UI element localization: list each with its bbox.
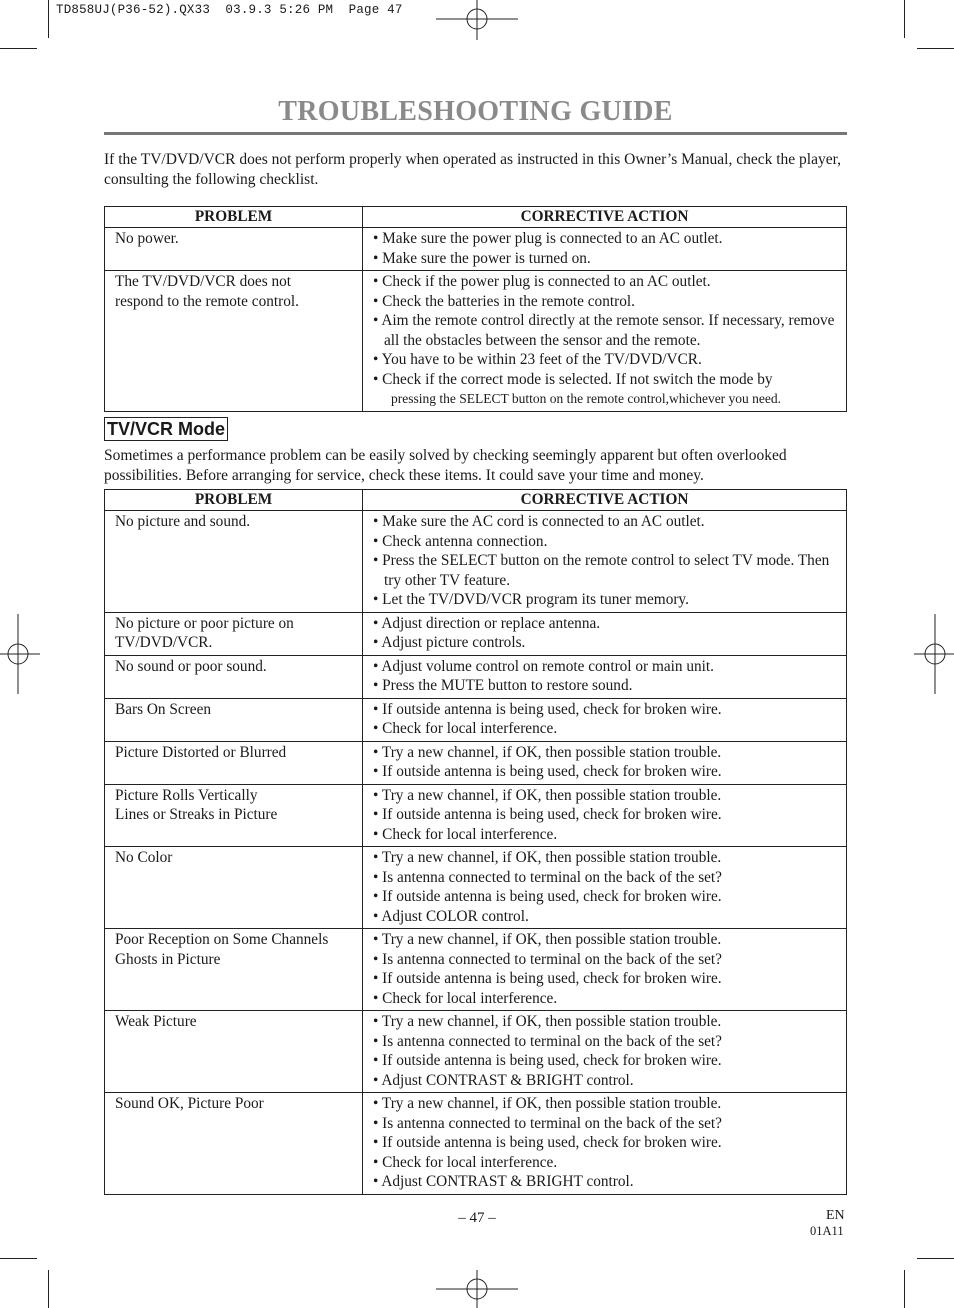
problem-text: Ghosts in Picture: [115, 950, 221, 968]
action-item: • Check the batteries in the remote control.: [373, 292, 635, 310]
action-item: • Press the SELECT button on the remote control to select TV mode. Then try other TV feature.: [373, 552, 830, 589]
table-row: [105, 847, 847, 929]
action-item: • If outside antenna is being used, check for broken wire.: [373, 763, 722, 780]
page-title: TROUBLESHOOTING GUIDE: [278, 96, 673, 127]
problem-text: TV/DVD/VCR.: [115, 634, 213, 651]
action-item: • Is antenna connected to terminal on the back of the set?: [373, 868, 722, 886]
action-cell: [363, 655, 847, 698]
action-item: • Try a new channel, if OK, then possible station trouble.: [373, 849, 722, 866]
action-item: • If outside antenna is being used, check for broken wire.: [373, 1134, 722, 1151]
crop-mark: [917, 1258, 954, 1259]
action-item: • Make sure the AC cord is connected to an AC outlet.: [373, 513, 705, 530]
action-item: • Adjust direction or replace antenna.: [373, 614, 601, 632]
action-cell: [363, 847, 847, 929]
document-code: 01A11: [810, 1224, 844, 1238]
problem-text: Sound OK, Picture Poor: [115, 1095, 264, 1112]
table-row: [105, 929, 847, 1011]
action-item: • Press the MUTE button to restore sound.: [373, 677, 633, 694]
action-item: • Check if the power plug is connected to an AC outlet.: [373, 273, 711, 290]
action-item: • Try a new channel, if OK, then possible station trouble.: [373, 931, 722, 948]
problem-cell: [105, 511, 363, 613]
action-item: • Check antenna connection.: [373, 532, 548, 550]
problem-header: PROBLEM: [105, 207, 363, 228]
crop-mark: [0, 48, 37, 49]
registration-mark-icon: [436, 1270, 518, 1308]
action-item: • Adjust CONTRAST & BRIGHT control.: [373, 1071, 634, 1089]
problem-cell: [105, 698, 363, 741]
action-item: • Is antenna connected to terminal on the back of the set?: [373, 950, 722, 968]
problem-text: The TV/DVD/VCR does not: [115, 273, 292, 290]
problem-text: No sound or poor sound.: [115, 657, 267, 675]
problem-text: No Color: [115, 849, 173, 866]
table-row: [105, 271, 847, 412]
problem-cell: [105, 1093, 363, 1195]
action-item: • Check if the correct mode is selected. If not switch the mode by: [373, 370, 773, 388]
table-row: [105, 655, 847, 698]
table-row: [105, 698, 847, 741]
action-item: • Check for local interference.: [373, 1153, 558, 1171]
general-troubleshooting-table: [104, 206, 847, 412]
action-header: CORRECTIVE ACTION: [363, 207, 847, 228]
table-header-row: [105, 490, 847, 511]
print-slug: TD858UJ(P36-52).QX33 03.9.3 5:26 PM Page 47: [56, 3, 403, 17]
problem-text: respond to the remote control.: [115, 292, 299, 310]
problem-cell: [105, 655, 363, 698]
action-item: • Aim the remote control directly at the remote sensor. If necessary, remove all the obstacles between the sensor and the remote.: [373, 312, 835, 349]
registration-mark-icon: [914, 614, 954, 694]
action-note: pressing the SELECT button on the remote control,whichever you need.: [391, 391, 782, 406]
action-item: • Make sure the power plug is connected to an AC outlet.: [373, 230, 723, 247]
action-cell: [363, 698, 847, 741]
action-item: • If outside antenna is being used, check for broken wire.: [373, 888, 722, 905]
action-item: • Try a new channel, if OK, then possible station trouble.: [373, 786, 722, 804]
crop-mark: [48, 0, 49, 38]
registration-mark-icon: [436, 0, 518, 40]
action-item: • If outside antenna is being used, check for broken wire.: [373, 700, 722, 718]
table-row: [105, 1011, 847, 1093]
action-item: • Try a new channel, if OK, then possible station trouble.: [373, 743, 722, 761]
mode-intro-paragraph: Sometimes a performance problem can be easily solved by checking seemingly apparent but often overlooked possibilities. Before arranging for service, check these items. It could save your time and money.: [104, 447, 787, 484]
action-cell: [363, 1093, 847, 1195]
action-item: • Is antenna connected to terminal on the back of the set?: [373, 1114, 722, 1132]
problem-cell: [105, 929, 363, 1011]
table-row: [105, 511, 847, 613]
action-header: CORRECTIVE ACTION: [363, 490, 847, 511]
table-row: [105, 784, 847, 847]
problem-cell: [105, 847, 363, 929]
table-row: [105, 228, 847, 271]
action-cell: [363, 1011, 847, 1093]
problem-text: No picture or poor picture on: [115, 614, 294, 632]
tv-vcr-mode-table: [104, 489, 847, 1195]
action-cell: [363, 271, 847, 412]
action-item: • Try a new channel, if OK, then possible station trouble.: [373, 1013, 722, 1030]
table-row: [105, 1093, 847, 1195]
page-number: – 47 –: [458, 1210, 496, 1226]
problem-text: Poor Reception on Some Channels: [115, 931, 329, 948]
language-code: EN: [826, 1208, 845, 1223]
action-cell: [363, 228, 847, 271]
title-divider: [104, 132, 847, 135]
action-cell: [363, 929, 847, 1011]
action-item: • If outside antenna is being used, check for broken wire.: [373, 1052, 722, 1069]
problem-text: Lines or Streaks in Picture: [115, 806, 278, 823]
problem-cell: [105, 1011, 363, 1093]
crop-mark: [904, 1270, 905, 1308]
problem-text: No picture and sound.: [115, 513, 251, 530]
action-item: • Let the TV/DVD/VCR program its tuner memory.: [373, 591, 689, 608]
problem-cell: [105, 741, 363, 784]
action-item: • Check for local interference.: [373, 825, 558, 843]
intro-paragraph: If the TV/DVD/VCR does not perform properly when operated as instructed in this Owner’s Manual, check the player, consulting the following checklist.: [104, 151, 842, 188]
section-title-tv-vcr-mode: TV/VCR Mode: [104, 417, 228, 441]
problem-text: Picture Distorted or Blurred: [115, 743, 287, 761]
problem-cell: [105, 612, 363, 655]
action-item: • Adjust CONTRAST & BRIGHT control.: [373, 1173, 634, 1190]
action-item: • Adjust picture controls.: [373, 634, 526, 651]
action-item: • If outside antenna is being used, check for broken wire.: [373, 806, 722, 823]
crop-mark: [48, 1270, 49, 1308]
problem-header: PROBLEM: [105, 490, 363, 511]
action-cell: [363, 784, 847, 847]
action-item: • You have to be within 23 feet of the TV/DVD/VCR.: [373, 351, 702, 368]
action-cell: [363, 741, 847, 784]
problem-text: Weak Picture: [115, 1013, 197, 1030]
action-item: • Check for local interference.: [373, 720, 558, 737]
problem-cell: [105, 271, 363, 412]
action-item: • Is antenna connected to terminal on the back of the set?: [373, 1032, 722, 1050]
problem-text: No power.: [115, 230, 179, 247]
table-header-row: [105, 207, 847, 228]
table-row: [105, 741, 847, 784]
table-row: [105, 612, 847, 655]
action-item: • Adjust volume control on remote control or main unit.: [373, 657, 714, 675]
action-item: • If outside antenna is being used, check for broken wire.: [373, 970, 722, 987]
action-cell: [363, 612, 847, 655]
crop-mark: [0, 1258, 37, 1259]
crop-mark: [904, 0, 905, 38]
action-item: • Check for local interference.: [373, 989, 558, 1007]
action-item: • Try a new channel, if OK, then possible station trouble.: [373, 1095, 722, 1112]
registration-mark-icon: [0, 614, 40, 694]
action-item: • Make sure the power is turned on.: [373, 249, 591, 267]
problem-cell: [105, 784, 363, 847]
problem-text: Bars On Screen: [115, 700, 212, 718]
action-cell: [363, 511, 847, 613]
problem-text: Picture Rolls Vertically: [115, 786, 258, 804]
action-item: • Adjust COLOR control.: [373, 907, 529, 925]
crop-mark: [917, 48, 954, 49]
problem-cell: [105, 228, 363, 271]
